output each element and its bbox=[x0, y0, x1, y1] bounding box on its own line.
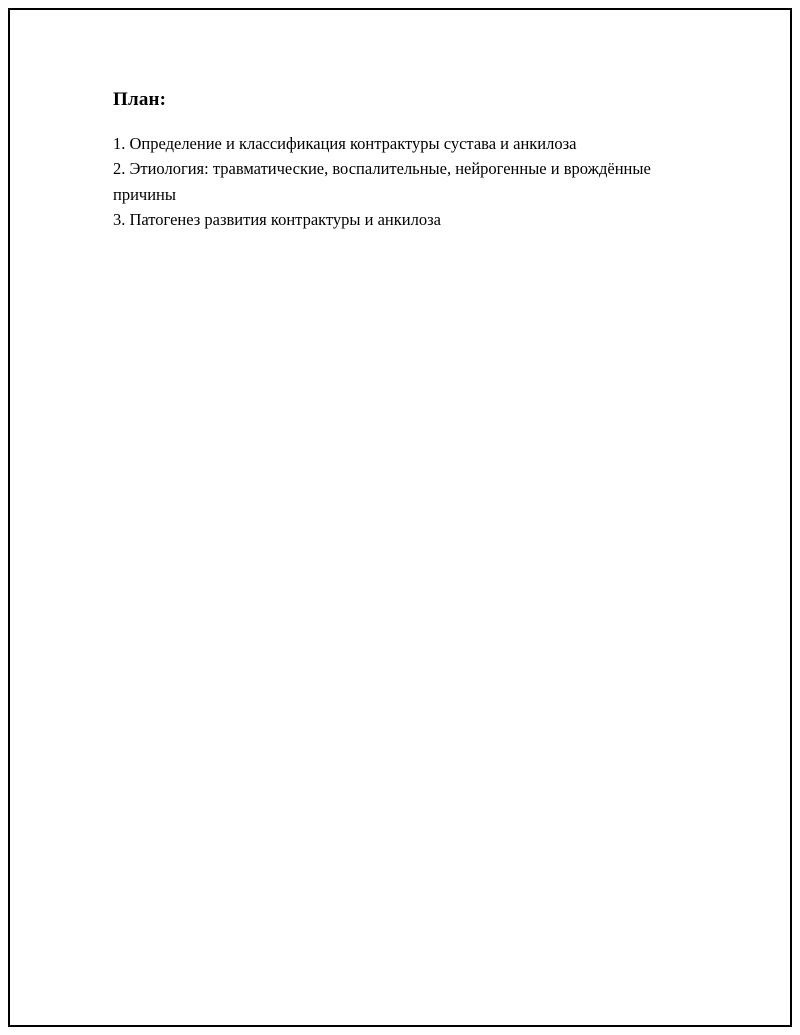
list-item: 3. Патогенез развития контрактуры и анкилоза bbox=[113, 210, 441, 230]
document-content bbox=[113, 88, 693, 233]
list-item: 2. Этиология: травматические, воспалительные, нейрогенные и врождённые причины bbox=[113, 159, 651, 204]
list-item: 1. Определение и классификация контрактуры сустава и анкилоза bbox=[113, 133, 577, 153]
page-title: План: bbox=[113, 89, 167, 110]
plan-list bbox=[113, 131, 693, 233]
